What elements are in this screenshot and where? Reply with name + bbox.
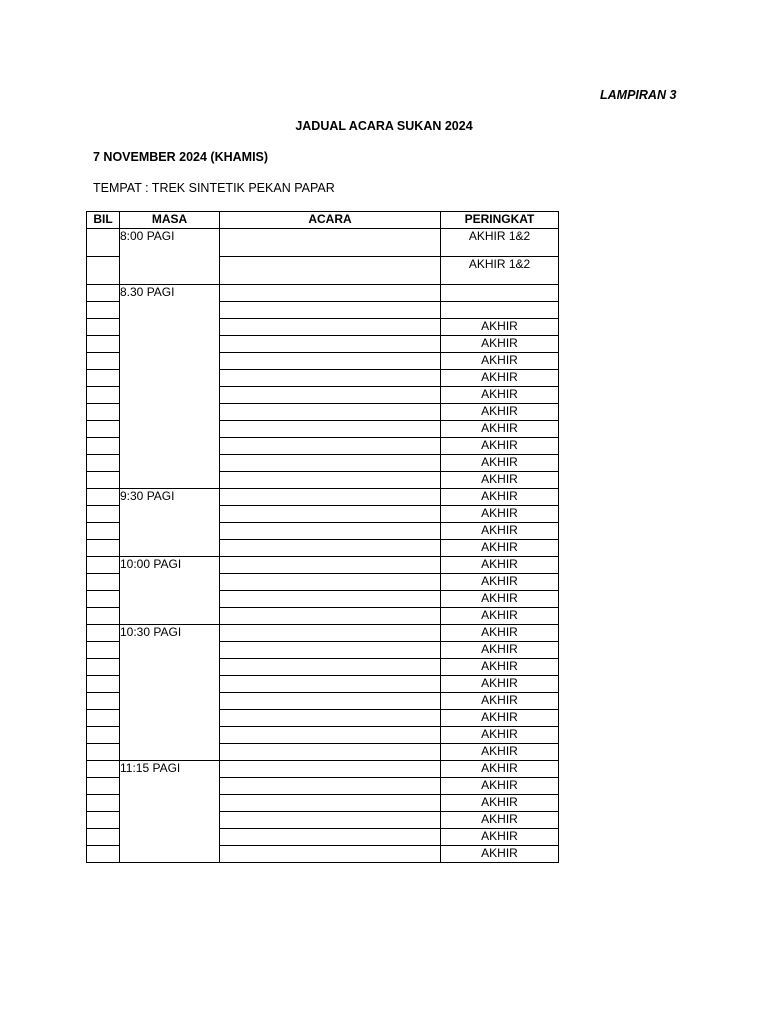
acara-cell bbox=[220, 608, 441, 625]
bil-cell bbox=[87, 557, 120, 574]
acara-cell bbox=[220, 229, 441, 257]
bil-cell bbox=[87, 659, 120, 676]
acara-cell bbox=[220, 846, 441, 863]
acara-cell bbox=[220, 744, 441, 761]
acara-cell bbox=[220, 489, 441, 506]
masa-cell: 10:00 PAGI bbox=[120, 557, 220, 625]
bil-cell bbox=[87, 812, 120, 829]
bil-cell bbox=[87, 319, 120, 336]
acara-cell bbox=[220, 455, 441, 472]
annex-label: LAMPIRAN 3 bbox=[600, 88, 677, 102]
masa-cell: 10:30 PAGI bbox=[120, 625, 220, 761]
schedule-body bbox=[87, 229, 559, 863]
bil-cell bbox=[87, 489, 120, 506]
bil-cell bbox=[87, 761, 120, 778]
acara-cell bbox=[220, 540, 441, 557]
event-date: 7 NOVEMBER 2024 (KHAMIS) bbox=[93, 150, 269, 164]
acara-cell bbox=[220, 795, 441, 812]
bil-cell bbox=[87, 591, 120, 608]
acara-cell bbox=[220, 472, 441, 489]
peringkat-cell: AKHIR bbox=[441, 404, 559, 421]
acara-cell bbox=[220, 319, 441, 336]
masa-cell: 11:15 PAGI bbox=[120, 761, 220, 863]
bil-cell bbox=[87, 829, 120, 846]
peringkat-cell: AKHIR bbox=[441, 591, 559, 608]
peringkat-cell: AKHIR bbox=[441, 659, 559, 676]
peringkat-cell: AKHIR bbox=[441, 693, 559, 710]
peringkat-cell: AKHIR 1&2 bbox=[441, 257, 559, 285]
acara-cell bbox=[220, 302, 441, 319]
peringkat-cell bbox=[441, 285, 559, 302]
acara-cell bbox=[220, 812, 441, 829]
peringkat-cell: AKHIR bbox=[441, 523, 559, 540]
acara-cell bbox=[220, 676, 441, 693]
peringkat-cell: AKHIR bbox=[441, 744, 559, 761]
page-title: JADUAL ACARA SUKAN 2024 bbox=[295, 119, 473, 133]
acara-cell bbox=[220, 421, 441, 438]
acara-cell bbox=[220, 829, 441, 846]
masa-cell: 8:00 PAGI bbox=[120, 229, 220, 285]
peringkat-cell: AKHIR bbox=[441, 642, 559, 659]
table-row bbox=[87, 761, 559, 778]
bil-cell bbox=[87, 523, 120, 540]
peringkat-cell: AKHIR bbox=[441, 557, 559, 574]
peringkat-cell: AKHIR bbox=[441, 812, 559, 829]
peringkat-cell: AKHIR bbox=[441, 574, 559, 591]
acara-cell bbox=[220, 574, 441, 591]
bil-cell bbox=[87, 625, 120, 642]
masa-cell: 8.30 PAGI bbox=[120, 285, 220, 489]
peringkat-cell: AKHIR bbox=[441, 795, 559, 812]
bil-cell bbox=[87, 257, 120, 285]
table-row bbox=[87, 557, 559, 574]
column-header-bil: BIL bbox=[87, 212, 120, 229]
bil-cell bbox=[87, 336, 120, 353]
acara-cell bbox=[220, 387, 441, 404]
acara-cell bbox=[220, 336, 441, 353]
peringkat-cell: AKHIR bbox=[441, 727, 559, 744]
acara-cell bbox=[220, 438, 441, 455]
bil-cell bbox=[87, 642, 120, 659]
schedule-table bbox=[86, 211, 559, 863]
bil-cell bbox=[87, 455, 120, 472]
bil-cell bbox=[87, 744, 120, 761]
peringkat-cell: AKHIR bbox=[441, 540, 559, 557]
bil-cell bbox=[87, 438, 120, 455]
bil-cell bbox=[87, 506, 120, 523]
peringkat-cell: AKHIR bbox=[441, 608, 559, 625]
peringkat-cell: AKHIR bbox=[441, 710, 559, 727]
bil-cell bbox=[87, 229, 120, 257]
peringkat-cell: AKHIR bbox=[441, 421, 559, 438]
peringkat-cell: AKHIR 1&2 bbox=[441, 229, 559, 257]
bil-cell bbox=[87, 540, 120, 557]
acara-cell bbox=[220, 710, 441, 727]
bil-cell bbox=[87, 285, 120, 302]
peringkat-cell: AKHIR bbox=[441, 387, 559, 404]
peringkat-cell: AKHIR bbox=[441, 506, 559, 523]
acara-cell bbox=[220, 778, 441, 795]
bil-cell bbox=[87, 353, 120, 370]
acara-cell bbox=[220, 353, 441, 370]
event-venue: TEMPAT : TREK SINTETIK PEKAN PAPAR bbox=[93, 181, 335, 195]
peringkat-cell: AKHIR bbox=[441, 370, 559, 387]
table-row bbox=[87, 285, 559, 302]
bil-cell bbox=[87, 472, 120, 489]
bil-cell bbox=[87, 608, 120, 625]
peringkat-cell: AKHIR bbox=[441, 761, 559, 778]
peringkat-cell: AKHIR bbox=[441, 353, 559, 370]
acara-cell bbox=[220, 257, 441, 285]
column-header-masa: MASA bbox=[120, 212, 220, 229]
acara-cell bbox=[220, 506, 441, 523]
peringkat-cell: AKHIR bbox=[441, 778, 559, 795]
peringkat-cell: AKHIR bbox=[441, 336, 559, 353]
table-row bbox=[87, 625, 559, 642]
bil-cell bbox=[87, 404, 120, 421]
acara-cell bbox=[220, 591, 441, 608]
bil-cell bbox=[87, 676, 120, 693]
bil-cell bbox=[87, 387, 120, 404]
acara-cell bbox=[220, 761, 441, 778]
acara-cell bbox=[220, 642, 441, 659]
bil-cell bbox=[87, 693, 120, 710]
column-header-peringkat: PERINGKAT bbox=[441, 212, 559, 229]
acara-cell bbox=[220, 404, 441, 421]
peringkat-cell: AKHIR bbox=[441, 829, 559, 846]
acara-cell bbox=[220, 625, 441, 642]
bil-cell bbox=[87, 370, 120, 387]
peringkat-cell bbox=[441, 302, 559, 319]
bil-cell bbox=[87, 727, 120, 744]
bil-cell bbox=[87, 574, 120, 591]
table-header-row bbox=[87, 212, 559, 229]
acara-cell bbox=[220, 370, 441, 387]
acara-cell bbox=[220, 523, 441, 540]
peringkat-cell: AKHIR bbox=[441, 438, 559, 455]
bil-cell bbox=[87, 846, 120, 863]
acara-cell bbox=[220, 659, 441, 676]
acara-cell bbox=[220, 557, 441, 574]
peringkat-cell: AKHIR bbox=[441, 455, 559, 472]
masa-cell: 9:30 PAGI bbox=[120, 489, 220, 557]
bil-cell bbox=[87, 710, 120, 727]
acara-cell bbox=[220, 727, 441, 744]
peringkat-cell: AKHIR bbox=[441, 472, 559, 489]
bil-cell bbox=[87, 795, 120, 812]
column-header-acara: ACARA bbox=[220, 212, 441, 229]
acara-cell bbox=[220, 285, 441, 302]
bil-cell bbox=[87, 421, 120, 438]
peringkat-cell: AKHIR bbox=[441, 489, 559, 506]
table-row bbox=[87, 229, 559, 257]
bil-cell bbox=[87, 778, 120, 795]
peringkat-cell: AKHIR bbox=[441, 676, 559, 693]
table-row bbox=[87, 489, 559, 506]
bil-cell bbox=[87, 302, 120, 319]
peringkat-cell: AKHIR bbox=[441, 625, 559, 642]
peringkat-cell: AKHIR bbox=[441, 846, 559, 863]
acara-cell bbox=[220, 693, 441, 710]
peringkat-cell: AKHIR bbox=[441, 319, 559, 336]
